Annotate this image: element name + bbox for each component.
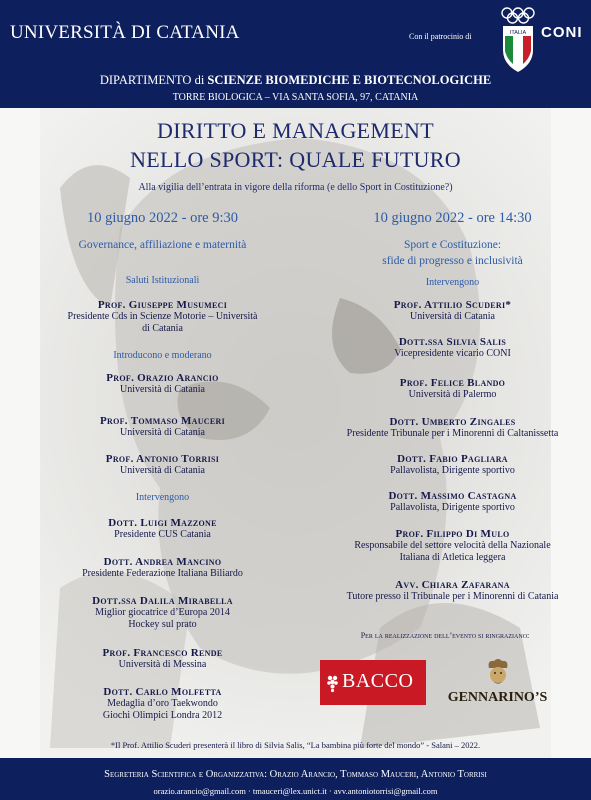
speaker-role: Presidente Cds in Scienze Motorie – Università [67, 311, 258, 322]
section-label-speakers: Intervengono [425, 277, 480, 288]
speaker-role: Pallavolista, Dirigente sportivo [390, 502, 515, 513]
speaker-role: Università di Catania [120, 465, 205, 476]
grape-icon [326, 673, 340, 693]
gennarinos-logo [440, 658, 555, 710]
speaker-name: Dott. Luigi Mazzone [108, 517, 217, 529]
speaker-name: Prof. Orazio Arancio [106, 372, 219, 384]
speaker-role: Italiana di Atletica leggera [399, 552, 506, 563]
speaker-role: Miglior giocatrice d’Europa 2014 [95, 607, 230, 618]
speaker-name: Prof. Francesco Rende [102, 647, 223, 659]
speaker-entry [30, 415, 295, 439]
morning-session [30, 0, 295, 758]
page-title-line2: NELLO SPORT: QUALE FUTURO [130, 147, 461, 172]
speaker-name: Dott. Umberto Zingales [389, 416, 516, 428]
speaker-role: Presidente Federazione Italiana Biliardo [82, 568, 243, 579]
speaker-role: Medaglia d’oro Taekwondo [107, 698, 218, 709]
speaker-entry [310, 579, 591, 603]
speaker-entry [310, 299, 591, 323]
speaker-name: Prof. Attilio Scuderi* [393, 299, 512, 311]
speaker-role: Giochi Olimpici Londra 2012 [102, 710, 223, 721]
contact-emails[interactable]: orazio.arancio@gmail.com · tmauceri@lex.unict.it · avv.antoniotorrisi@gmail.com [153, 786, 438, 796]
speaker-role: Università di Messina [118, 659, 207, 670]
speaker-entry [30, 686, 295, 722]
morning-date: 10 giugno 2022 - ore 9:30 [86, 210, 239, 226]
gennarinos-wordmark: GENNARINO’S [447, 690, 548, 705]
speaker-role: Presidente CUS Catania [114, 529, 211, 540]
speaker-name: Prof. Tommaso Mauceri [99, 415, 225, 427]
footer-banner [0, 758, 591, 800]
section-label-greetings: Saluti Istituzionali [125, 275, 200, 286]
bacco-logo [320, 660, 426, 705]
speaker-name: Prof. Giuseppe Musumeci [97, 299, 228, 311]
coni-wordmark: CONI [541, 24, 583, 41]
university-name: UNIVERSITÀ DI CATANIA [10, 22, 240, 43]
bacco-wordmark: BACCO [342, 670, 414, 692]
speaker-role: Università di Catania [120, 427, 205, 438]
afternoon-date: 10 giugno 2022 - ore 14:30 [373, 210, 532, 226]
speaker-name: Dott.ssa Dalila Mirabella [92, 595, 233, 607]
department-prefix: DIPARTIMENTO di [99, 73, 205, 87]
speaker-name: Dott. Fabio Pagliara [397, 453, 508, 465]
speaker-name: Prof. Filippo Di Mulo [395, 528, 510, 540]
speaker-entry [310, 490, 591, 514]
speaker-role: Università di Palermo [408, 389, 497, 400]
speaker-name: Dott. Carlo Molfetta [103, 686, 222, 698]
department-address: TORRE BIOLOGICA – VIA SANTA SOFIA, 97, CATANIA [172, 92, 419, 103]
page-title-line1: DIRITTO E MANAGEMENT [157, 118, 434, 143]
speaker-role: Presidente Tribunale per i Minorenni di Caltanissetta [346, 428, 559, 439]
speaker-entry [30, 595, 295, 631]
speaker-role: Università di Catania [410, 311, 495, 322]
speaker-role: Pallavolista, Dirigente sportivo [390, 465, 515, 476]
speaker-name: Prof. Antonio Torrisi [105, 453, 220, 465]
speaker-entry [30, 556, 295, 580]
speaker-role: Hockey sul prato [128, 619, 197, 630]
speaker-entry [30, 647, 295, 671]
footnote: *Il Prof. Attilio Scuderi presenterà il libro di Silvia Salis, “La bambina più forte del mondo” - Salani – 2022. [110, 740, 481, 750]
speaker-name: Dott. Massimo Castagna [388, 490, 517, 502]
section-label-speakers: Intervengono [135, 492, 190, 503]
speaker-role: Vicepresidente vicario CONI [394, 348, 511, 359]
coni-shield-text: ITALIA [509, 30, 527, 36]
speaker-entry [30, 453, 295, 477]
speaker-entry [30, 517, 295, 541]
afternoon-session [310, 0, 591, 758]
morning-topic: Governance, affiliazione e maternità [78, 239, 247, 251]
secretariat-line: Segreteria Scientifica e Organizzativa: Orazio Arancio, Tommaso Mauceri, Antonio Torrisi [104, 769, 487, 780]
speaker-name: Dott.ssa Silvia Salis [398, 336, 507, 348]
afternoon-topic-line2: sfide di progresso e inclusività [382, 255, 523, 267]
speaker-role: Responsabile del settore velocità della Nazionale [354, 540, 551, 551]
patronage-label: Con il patrocinio di [409, 32, 472, 41]
speaker-name: Prof. Felice Blando [399, 377, 506, 389]
chef-face-icon [484, 658, 512, 688]
section-label-moderators: Introducono e moderano [113, 350, 212, 361]
speaker-entry [310, 416, 591, 440]
speaker-entry [310, 336, 591, 360]
speaker-entry [310, 453, 591, 477]
speaker-entry [30, 299, 295, 335]
thanks-label: Per la realizzazione dell’evento si ringraziano: [360, 631, 530, 640]
afternoon-topic-line1: Sport e Costituzione: [403, 239, 502, 251]
speaker-role: Università di Catania [120, 384, 205, 395]
speaker-name: Avv. Chiara Zafarana [395, 579, 510, 591]
speaker-entry [310, 377, 591, 401]
speaker-entry [30, 372, 295, 396]
speaker-role: Tutore presso il Tribunale per i Minorenni di Catania [346, 591, 559, 602]
speaker-role: di Catania [142, 323, 183, 334]
speaker-name: Dott. Andrea Mancino [103, 556, 222, 568]
page-subtitle: Alla vigilia dell’entrata in vigore della riforma (e dello Sport in Costituzione?) [138, 182, 453, 193]
speaker-entry [310, 528, 591, 564]
department-name: SCIENZE BIOMEDICHE E BIOTECNOLOGICHE [207, 73, 492, 87]
